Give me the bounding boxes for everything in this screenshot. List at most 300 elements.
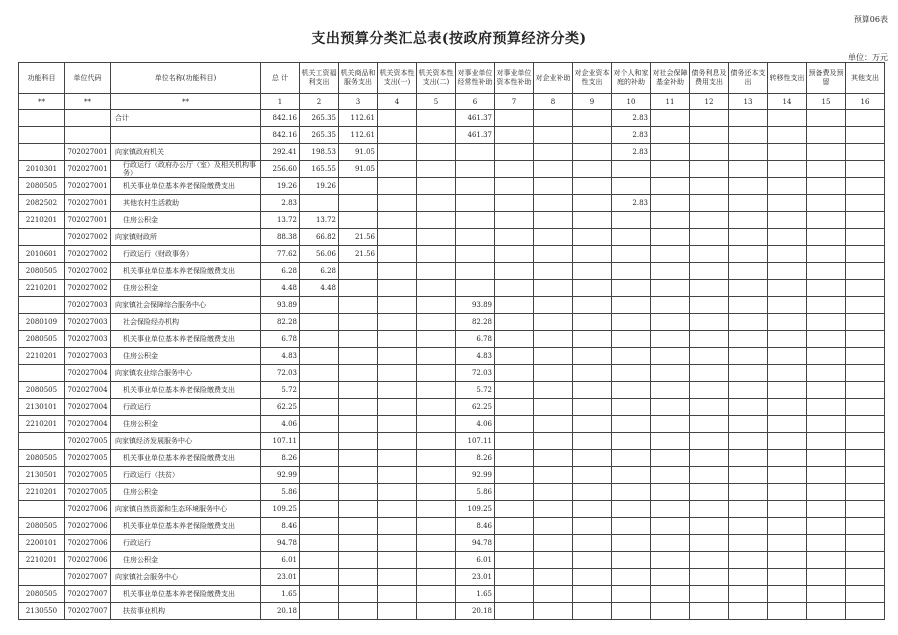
amount-cell xyxy=(690,161,729,178)
amount-cell xyxy=(807,399,846,416)
amount-cell: 461.37 xyxy=(456,127,495,144)
amount-cell xyxy=(807,280,846,297)
amount-cell: 23.01 xyxy=(456,569,495,586)
unit-name-cell: 向家镇农业综合服务中心 xyxy=(111,365,261,382)
function-code-cell: 2210201 xyxy=(19,212,65,229)
amount-cell xyxy=(807,365,846,382)
amount-cell xyxy=(651,552,690,569)
amount-cell xyxy=(534,552,573,569)
amount-cell xyxy=(534,212,573,229)
amount-cell xyxy=(417,280,456,297)
amount-cell xyxy=(807,586,846,603)
amount-cell xyxy=(417,161,456,178)
amount-cell: 265.35 xyxy=(300,127,339,144)
unit-name-cell: 住房公积金 xyxy=(111,552,261,569)
unit-code-cell: 702027001 xyxy=(65,195,111,212)
amount-cell xyxy=(417,314,456,331)
unit-name-cell: 行政运行（扶贫） xyxy=(111,467,261,484)
unit-name-cell: 向家镇自然资源和生态环境服务中心 xyxy=(111,501,261,518)
amount-cell xyxy=(612,552,651,569)
amount-cell xyxy=(378,450,417,467)
amount-cell xyxy=(300,518,339,535)
amount-cell xyxy=(573,348,612,365)
index-cell: ** xyxy=(19,94,65,110)
amount-cell xyxy=(612,603,651,620)
amount-cell: 82.28 xyxy=(456,314,495,331)
amount-cell xyxy=(300,382,339,399)
amount-cell xyxy=(573,467,612,484)
amount-cell xyxy=(534,144,573,161)
amount-cell xyxy=(690,518,729,535)
amount-cell xyxy=(495,246,534,263)
amount-cell xyxy=(807,433,846,450)
unit-name-cell: 机关事业单位基本养老保险缴费支出 xyxy=(111,450,261,467)
amount-cell: 2.83 xyxy=(612,144,651,161)
amount-cell xyxy=(651,399,690,416)
amount-cell xyxy=(846,467,885,484)
amount-cell xyxy=(846,603,885,620)
amount-cell xyxy=(495,280,534,297)
amount-cell xyxy=(495,399,534,416)
unit-name-cell: 行政运行（财政事务） xyxy=(111,246,261,263)
amount-cell xyxy=(690,229,729,246)
function-code-cell: 2130550 xyxy=(19,603,65,620)
index-cell: ** xyxy=(111,94,261,110)
unit-name-cell: 住房公积金 xyxy=(111,416,261,433)
amount-cell xyxy=(651,603,690,620)
amount-cell xyxy=(651,280,690,297)
amount-cell xyxy=(573,195,612,212)
amount-cell xyxy=(378,178,417,195)
amount-cell xyxy=(729,586,768,603)
amount-cell xyxy=(495,382,534,399)
amount-cell xyxy=(612,178,651,195)
amount-cell xyxy=(729,297,768,314)
index-cell: 15 xyxy=(807,94,846,110)
unit-code-cell xyxy=(65,110,111,127)
amount-cell xyxy=(339,552,378,569)
unit-label: 单位：万元 xyxy=(848,53,888,62)
amount-cell xyxy=(846,280,885,297)
index-cell: 16 xyxy=(846,94,885,110)
amount-cell xyxy=(846,348,885,365)
amount-cell: 91.05 xyxy=(339,161,378,178)
amount-cell xyxy=(495,467,534,484)
column-header: 其他支出 xyxy=(846,63,885,94)
amount-cell xyxy=(846,110,885,127)
amount-cell xyxy=(612,501,651,518)
unit-code-cell: 702027002 xyxy=(65,246,111,263)
amount-cell: 21.56 xyxy=(339,229,378,246)
amount-cell xyxy=(729,263,768,280)
amount-cell xyxy=(651,110,690,127)
amount-cell xyxy=(612,161,651,178)
amount-cell xyxy=(807,416,846,433)
amount-cell xyxy=(729,331,768,348)
unit-code-cell: 702027007 xyxy=(65,603,111,620)
amount-cell xyxy=(768,127,807,144)
amount-cell xyxy=(339,433,378,450)
amount-cell: 72.03 xyxy=(261,365,300,382)
amount-cell: 13.72 xyxy=(261,212,300,229)
unit-name-cell xyxy=(111,127,261,144)
amount-cell xyxy=(534,603,573,620)
amount-cell xyxy=(339,280,378,297)
amount-cell xyxy=(612,569,651,586)
unit-name-cell: 机关事业单位基本养老保险缴费支出 xyxy=(111,382,261,399)
amount-cell xyxy=(495,416,534,433)
function-code-cell xyxy=(19,144,65,161)
amount-cell xyxy=(651,484,690,501)
index-cell: 3 xyxy=(339,94,378,110)
amount-cell xyxy=(612,263,651,280)
amount-cell xyxy=(417,382,456,399)
amount-cell xyxy=(690,569,729,586)
amount-cell xyxy=(729,467,768,484)
page-title: 支出预算分类汇总表(按政府预算经济分类) xyxy=(311,31,587,47)
amount-cell xyxy=(690,552,729,569)
amount-cell xyxy=(495,195,534,212)
amount-cell: 82.28 xyxy=(261,314,300,331)
amount-cell xyxy=(378,586,417,603)
function-code-cell: 2080109 xyxy=(19,314,65,331)
unit-code-cell: 702027003 xyxy=(65,348,111,365)
amount-cell xyxy=(612,212,651,229)
amount-cell xyxy=(768,399,807,416)
unit-name-cell: 向家镇经济发展服务中心 xyxy=(111,433,261,450)
amount-cell xyxy=(729,416,768,433)
amount-cell xyxy=(690,314,729,331)
amount-cell xyxy=(378,433,417,450)
amount-cell xyxy=(690,212,729,229)
amount-cell xyxy=(573,365,612,382)
amount-cell xyxy=(378,195,417,212)
table-row xyxy=(19,382,885,399)
amount-cell xyxy=(495,110,534,127)
amount-cell: 56.06 xyxy=(300,246,339,263)
amount-cell xyxy=(612,518,651,535)
amount-cell xyxy=(573,382,612,399)
amount-cell xyxy=(807,552,846,569)
amount-cell xyxy=(651,178,690,195)
amount-cell xyxy=(768,144,807,161)
amount-cell xyxy=(417,263,456,280)
amount-cell xyxy=(339,365,378,382)
amount-cell xyxy=(300,331,339,348)
amount-cell: 109.25 xyxy=(261,501,300,518)
amount-cell xyxy=(378,535,417,552)
amount-cell xyxy=(339,603,378,620)
amount-cell xyxy=(768,484,807,501)
amount-cell xyxy=(612,365,651,382)
amount-cell xyxy=(300,552,339,569)
expenditure-table xyxy=(18,62,885,620)
amount-cell xyxy=(339,569,378,586)
unit-name-cell: 社会保险经办机构 xyxy=(111,314,261,331)
amount-cell xyxy=(339,467,378,484)
amount-cell xyxy=(495,603,534,620)
amount-cell xyxy=(378,229,417,246)
amount-cell xyxy=(456,161,495,178)
amount-cell: 112.61 xyxy=(339,127,378,144)
amount-cell: 842.16 xyxy=(261,127,300,144)
amount-cell xyxy=(690,280,729,297)
amount-cell xyxy=(417,246,456,263)
amount-cell xyxy=(573,450,612,467)
amount-cell xyxy=(417,535,456,552)
amount-cell xyxy=(807,535,846,552)
amount-cell xyxy=(768,450,807,467)
unit-code-cell: 702027005 xyxy=(65,484,111,501)
function-code-cell xyxy=(19,110,65,127)
amount-cell xyxy=(807,314,846,331)
table-row xyxy=(19,552,885,569)
amount-cell xyxy=(534,569,573,586)
amount-cell xyxy=(378,501,417,518)
amount-cell xyxy=(651,144,690,161)
amount-cell: 20.18 xyxy=(456,603,495,620)
amount-cell xyxy=(534,535,573,552)
function-code-cell: 2082502 xyxy=(19,195,65,212)
amount-cell xyxy=(495,365,534,382)
unit-code-cell: 702027003 xyxy=(65,297,111,314)
amount-cell xyxy=(456,212,495,229)
amount-cell: 5.86 xyxy=(456,484,495,501)
amount-cell xyxy=(612,535,651,552)
amount-cell xyxy=(417,212,456,229)
unit-name-cell: 向家镇社会保障综合服务中心 xyxy=(111,297,261,314)
amount-cell xyxy=(612,467,651,484)
column-header: 对事业单位经常性补助 xyxy=(456,63,495,94)
function-code-cell xyxy=(19,365,65,382)
unit-name-cell: 向家镇财政所 xyxy=(111,229,261,246)
amount-cell xyxy=(534,314,573,331)
amount-cell xyxy=(690,399,729,416)
amount-cell: 19.26 xyxy=(300,178,339,195)
amount-cell xyxy=(534,467,573,484)
function-code-cell: 2080505 xyxy=(19,450,65,467)
unit-code-cell: 702027001 xyxy=(65,144,111,161)
amount-cell xyxy=(339,263,378,280)
amount-cell xyxy=(495,178,534,195)
amount-cell xyxy=(417,450,456,467)
amount-cell xyxy=(729,569,768,586)
amount-cell xyxy=(417,365,456,382)
amount-cell xyxy=(339,484,378,501)
amount-cell xyxy=(807,348,846,365)
amount-cell: 93.89 xyxy=(261,297,300,314)
amount-cell xyxy=(339,297,378,314)
amount-cell xyxy=(534,229,573,246)
amount-cell xyxy=(651,586,690,603)
function-code-cell xyxy=(19,297,65,314)
amount-cell xyxy=(300,467,339,484)
amount-cell xyxy=(456,195,495,212)
amount-cell xyxy=(690,348,729,365)
amount-cell xyxy=(417,229,456,246)
amount-cell xyxy=(534,586,573,603)
amount-cell: 72.03 xyxy=(456,365,495,382)
amount-cell xyxy=(651,161,690,178)
amount-cell xyxy=(300,399,339,416)
amount-cell xyxy=(846,569,885,586)
amount-cell: 77.62 xyxy=(261,246,300,263)
amount-cell xyxy=(768,314,807,331)
amount-cell xyxy=(417,127,456,144)
table-row xyxy=(19,416,885,433)
amount-cell xyxy=(768,433,807,450)
amount-cell xyxy=(417,467,456,484)
amount-cell xyxy=(495,552,534,569)
amount-cell xyxy=(417,297,456,314)
amount-cell xyxy=(768,246,807,263)
index-cell: 12 xyxy=(690,94,729,110)
amount-cell xyxy=(534,178,573,195)
amount-cell xyxy=(690,127,729,144)
amount-cell xyxy=(729,161,768,178)
unit-code-cell: 702027006 xyxy=(65,535,111,552)
amount-cell xyxy=(768,586,807,603)
amount-cell xyxy=(378,382,417,399)
index-row xyxy=(19,94,885,110)
amount-cell xyxy=(729,246,768,263)
index-cell: 11 xyxy=(651,94,690,110)
index-cell: 13 xyxy=(729,94,768,110)
table-row xyxy=(19,178,885,195)
amount-cell xyxy=(690,484,729,501)
amount-cell xyxy=(612,399,651,416)
amount-cell xyxy=(768,195,807,212)
amount-cell xyxy=(534,280,573,297)
amount-cell xyxy=(729,535,768,552)
amount-cell: 23.01 xyxy=(261,569,300,586)
unit-code-cell: 702027007 xyxy=(65,569,111,586)
amount-cell xyxy=(807,501,846,518)
amount-cell xyxy=(612,348,651,365)
table-row xyxy=(19,450,885,467)
column-header: 功能科目 xyxy=(19,63,65,94)
amount-cell xyxy=(573,178,612,195)
index-cell: ** xyxy=(65,94,111,110)
amount-cell xyxy=(534,450,573,467)
amount-cell xyxy=(768,331,807,348)
column-header: 总 计 xyxy=(261,63,300,94)
amount-cell xyxy=(768,603,807,620)
amount-cell xyxy=(768,501,807,518)
amount-cell: 4.06 xyxy=(456,416,495,433)
amount-cell: 8.46 xyxy=(261,518,300,535)
amount-cell: 6.01 xyxy=(261,552,300,569)
amount-cell xyxy=(651,212,690,229)
table-row xyxy=(19,331,885,348)
amount-cell xyxy=(807,331,846,348)
amount-cell xyxy=(417,552,456,569)
function-code-cell: 2080505 xyxy=(19,331,65,348)
amount-cell xyxy=(339,450,378,467)
function-code-cell: 2080505 xyxy=(19,382,65,399)
unit-name-cell: 住房公积金 xyxy=(111,348,261,365)
amount-cell xyxy=(807,297,846,314)
amount-cell: 2.83 xyxy=(261,195,300,212)
amount-cell: 91.05 xyxy=(339,144,378,161)
amount-cell: 109.25 xyxy=(456,501,495,518)
amount-cell xyxy=(339,501,378,518)
amount-cell: 88.38 xyxy=(261,229,300,246)
amount-cell xyxy=(573,331,612,348)
amount-cell xyxy=(495,127,534,144)
amount-cell xyxy=(339,178,378,195)
amount-cell: 92.99 xyxy=(456,467,495,484)
amount-cell xyxy=(300,348,339,365)
amount-cell: 4.48 xyxy=(300,280,339,297)
amount-cell xyxy=(417,195,456,212)
amount-cell xyxy=(729,144,768,161)
amount-cell xyxy=(768,229,807,246)
column-header: 机关商品和服务支出 xyxy=(339,63,378,94)
amount-cell xyxy=(573,110,612,127)
amount-cell xyxy=(456,178,495,195)
amount-cell xyxy=(807,195,846,212)
amount-cell xyxy=(768,212,807,229)
unit-code-cell: 702027006 xyxy=(65,501,111,518)
amount-cell xyxy=(534,416,573,433)
amount-cell xyxy=(846,212,885,229)
amount-cell xyxy=(729,433,768,450)
amount-cell xyxy=(300,314,339,331)
amount-cell xyxy=(339,535,378,552)
amount-cell xyxy=(807,178,846,195)
amount-cell: 8.26 xyxy=(261,450,300,467)
amount-cell xyxy=(690,144,729,161)
amount-cell xyxy=(495,144,534,161)
unit-code-cell: 702027005 xyxy=(65,433,111,450)
amount-cell: 94.78 xyxy=(261,535,300,552)
column-header: 对企业补助 xyxy=(534,63,573,94)
amount-cell xyxy=(846,161,885,178)
amount-cell: 62.25 xyxy=(456,399,495,416)
amount-cell xyxy=(846,229,885,246)
amount-cell xyxy=(573,569,612,586)
amount-cell xyxy=(339,331,378,348)
unit-name-cell: 扶贫事业机构 xyxy=(111,603,261,620)
amount-cell xyxy=(651,229,690,246)
amount-cell xyxy=(300,416,339,433)
unit-code-cell: 702027002 xyxy=(65,263,111,280)
function-code-cell: 2200101 xyxy=(19,535,65,552)
table-row xyxy=(19,433,885,450)
amount-cell xyxy=(339,382,378,399)
amount-cell xyxy=(573,246,612,263)
amount-cell xyxy=(378,144,417,161)
amount-cell xyxy=(807,246,846,263)
table-row xyxy=(19,484,885,501)
amount-cell xyxy=(417,178,456,195)
amount-cell xyxy=(807,110,846,127)
amount-cell xyxy=(612,280,651,297)
unit-code-cell: 702027002 xyxy=(65,280,111,297)
amount-cell xyxy=(573,212,612,229)
table-row xyxy=(19,501,885,518)
amount-cell xyxy=(612,416,651,433)
amount-cell: 2.83 xyxy=(612,195,651,212)
index-cell: 2 xyxy=(300,94,339,110)
column-header: 机关资本性支出(一) xyxy=(378,63,417,94)
amount-cell xyxy=(417,501,456,518)
amount-cell xyxy=(807,263,846,280)
amount-cell xyxy=(573,229,612,246)
amount-cell xyxy=(495,450,534,467)
amount-cell xyxy=(690,535,729,552)
